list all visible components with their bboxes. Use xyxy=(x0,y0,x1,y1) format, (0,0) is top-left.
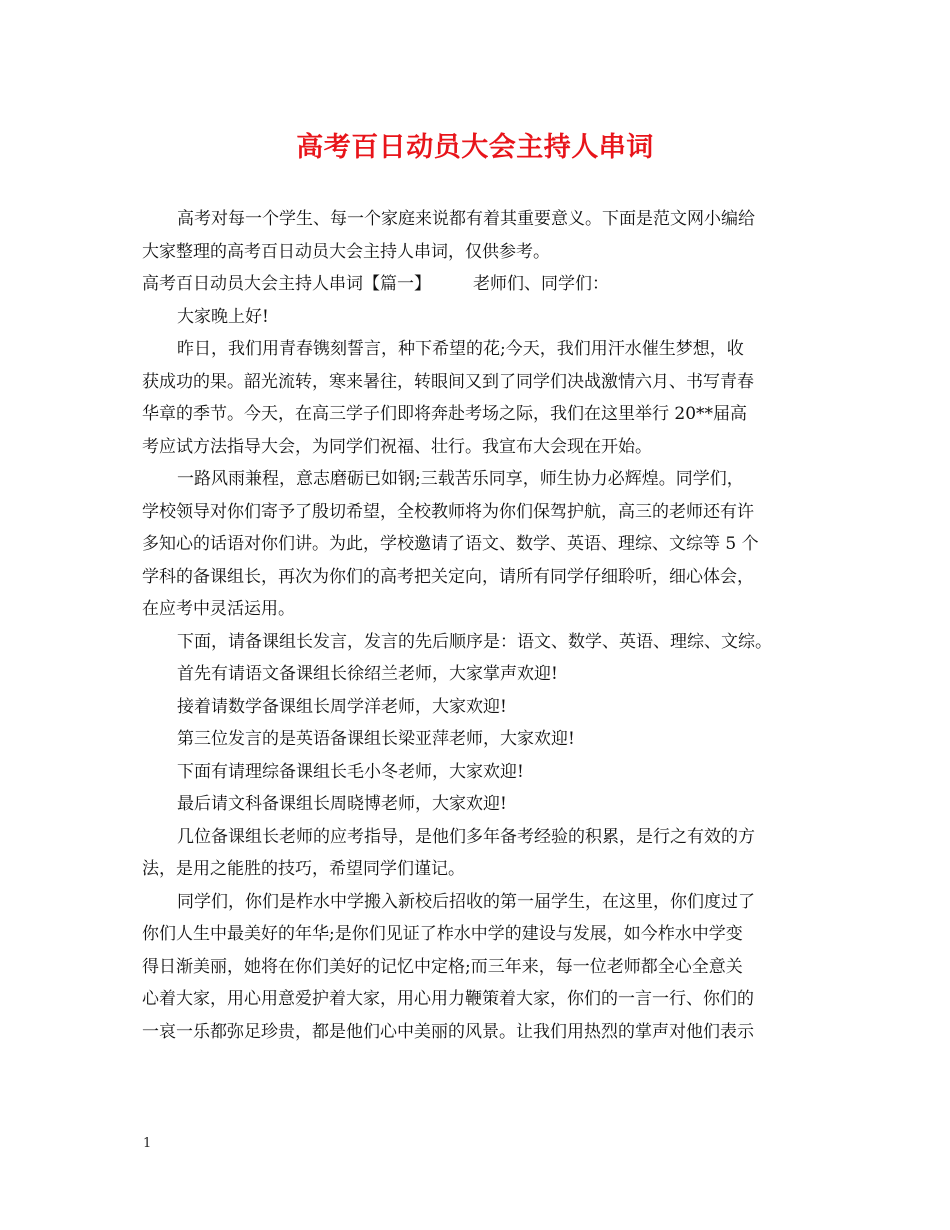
document-title: 高考百日动员大会主持人串词 xyxy=(296,132,654,163)
paragraph-line: 学科的备课组长，再次为你们的高考把关定向，请所有同学仔细聆听，细心体会， xyxy=(142,566,754,587)
paragraph-line: 高考对每一个学生、每一个家庭来说都有着其重要意义。下面是范文网小编给 xyxy=(177,209,755,229)
paragraph-line: 一路风雨兼程，意志磨砺已如钢;三载苦乐同享，师生协力必辉煌。同学们， xyxy=(177,469,744,489)
section-heading: 高考百日动员大会主持人串词【篇一】 xyxy=(142,274,431,294)
paragraph-line: 大家整理的高考百日动员大会主持人串词，仅供参考。 xyxy=(142,241,550,262)
paragraph-line: 昨日，我们用青春镌刻誓言，种下希望的花;今天，我们用汗水催生梦想，收 xyxy=(177,339,744,359)
paragraph-line: 几位备课组长老师的应考指导，是他们多年备考经验的积累，是行之有效的方 xyxy=(177,826,755,847)
paragraph-line: 下面，请备课组长发言，发言的先后顺序是：语文、数学、英语、理综、文综。 xyxy=(177,631,772,652)
paragraph-line: 一哀一乐都弥足珍贵，都是他们心中美丽的风景。让我们用热烈的掌声对他们表示 xyxy=(142,1021,754,1042)
paragraph-line: 你们人生中最美好的年华;是你们见证了柞水中学的建设与发展，如今柞水中学变 xyxy=(142,924,743,944)
paragraph-line: 多知心的话语对你们讲。为此，学校邀请了语文、数学、英语、理综、文综等 5 个 xyxy=(142,534,759,554)
salutation: 老师们、同学们： xyxy=(473,274,609,294)
paragraph-line: 首先有请语文备课组长徐绍兰老师，大家掌声欢迎! xyxy=(177,664,558,684)
page-number: 1 xyxy=(143,1136,152,1151)
paragraph-line: 大家晚上好! xyxy=(177,306,269,327)
paragraph-line: 考应试方法指导大会，为同学们祝福、壮行。我宣布大会现在开始。 xyxy=(142,436,652,457)
paragraph-line: 法，是用之能胜的技巧，希望同学们谨记。 xyxy=(142,859,465,879)
paragraph-line: 获成功的果。韶光流转，寒来暑往，转眼间又到了同学们决战激情六月、书写青春 xyxy=(142,371,754,392)
paragraph-line: 华章的季节。今天，在高三学子们即将奔赴考场之际，我们在这里举行 20**届高 xyxy=(142,404,748,424)
section-heading-line xyxy=(142,268,822,301)
document-body xyxy=(142,203,822,1048)
paragraph-line: 得日渐美丽，她将在你们美好的记忆中定格;而三年来，每一位老师都全心全意关 xyxy=(142,956,743,977)
paragraph-line: 第三位发言的是英语备课组长梁亚萍老师，大家欢迎! xyxy=(177,729,575,749)
paragraph-line: 接着请数学备课组长周学洋老师，大家欢迎! xyxy=(177,696,507,717)
paragraph-line: 同学们，你们是柞水中学搬入新校后招收的第一届学生，在这里，你们度过了 xyxy=(177,891,755,912)
paragraph-line: 在应考中灵活运用。 xyxy=(142,599,295,619)
paragraph-line: 学校领导对你们寄予了殷切希望，全校教师将为你们保驾护航，高三的老师还有许 xyxy=(142,501,754,522)
paragraph-line: 下面有请理综备课组长毛小冬老师，大家欢迎! xyxy=(177,761,524,782)
paragraph-line: 最后请文科备课组长周晓博老师，大家欢迎! xyxy=(177,794,507,814)
paragraph-line: 心着大家，用心用意爱护着大家，用心用力鞭策着大家，你们的一言一行、你们的 xyxy=(142,989,754,1009)
